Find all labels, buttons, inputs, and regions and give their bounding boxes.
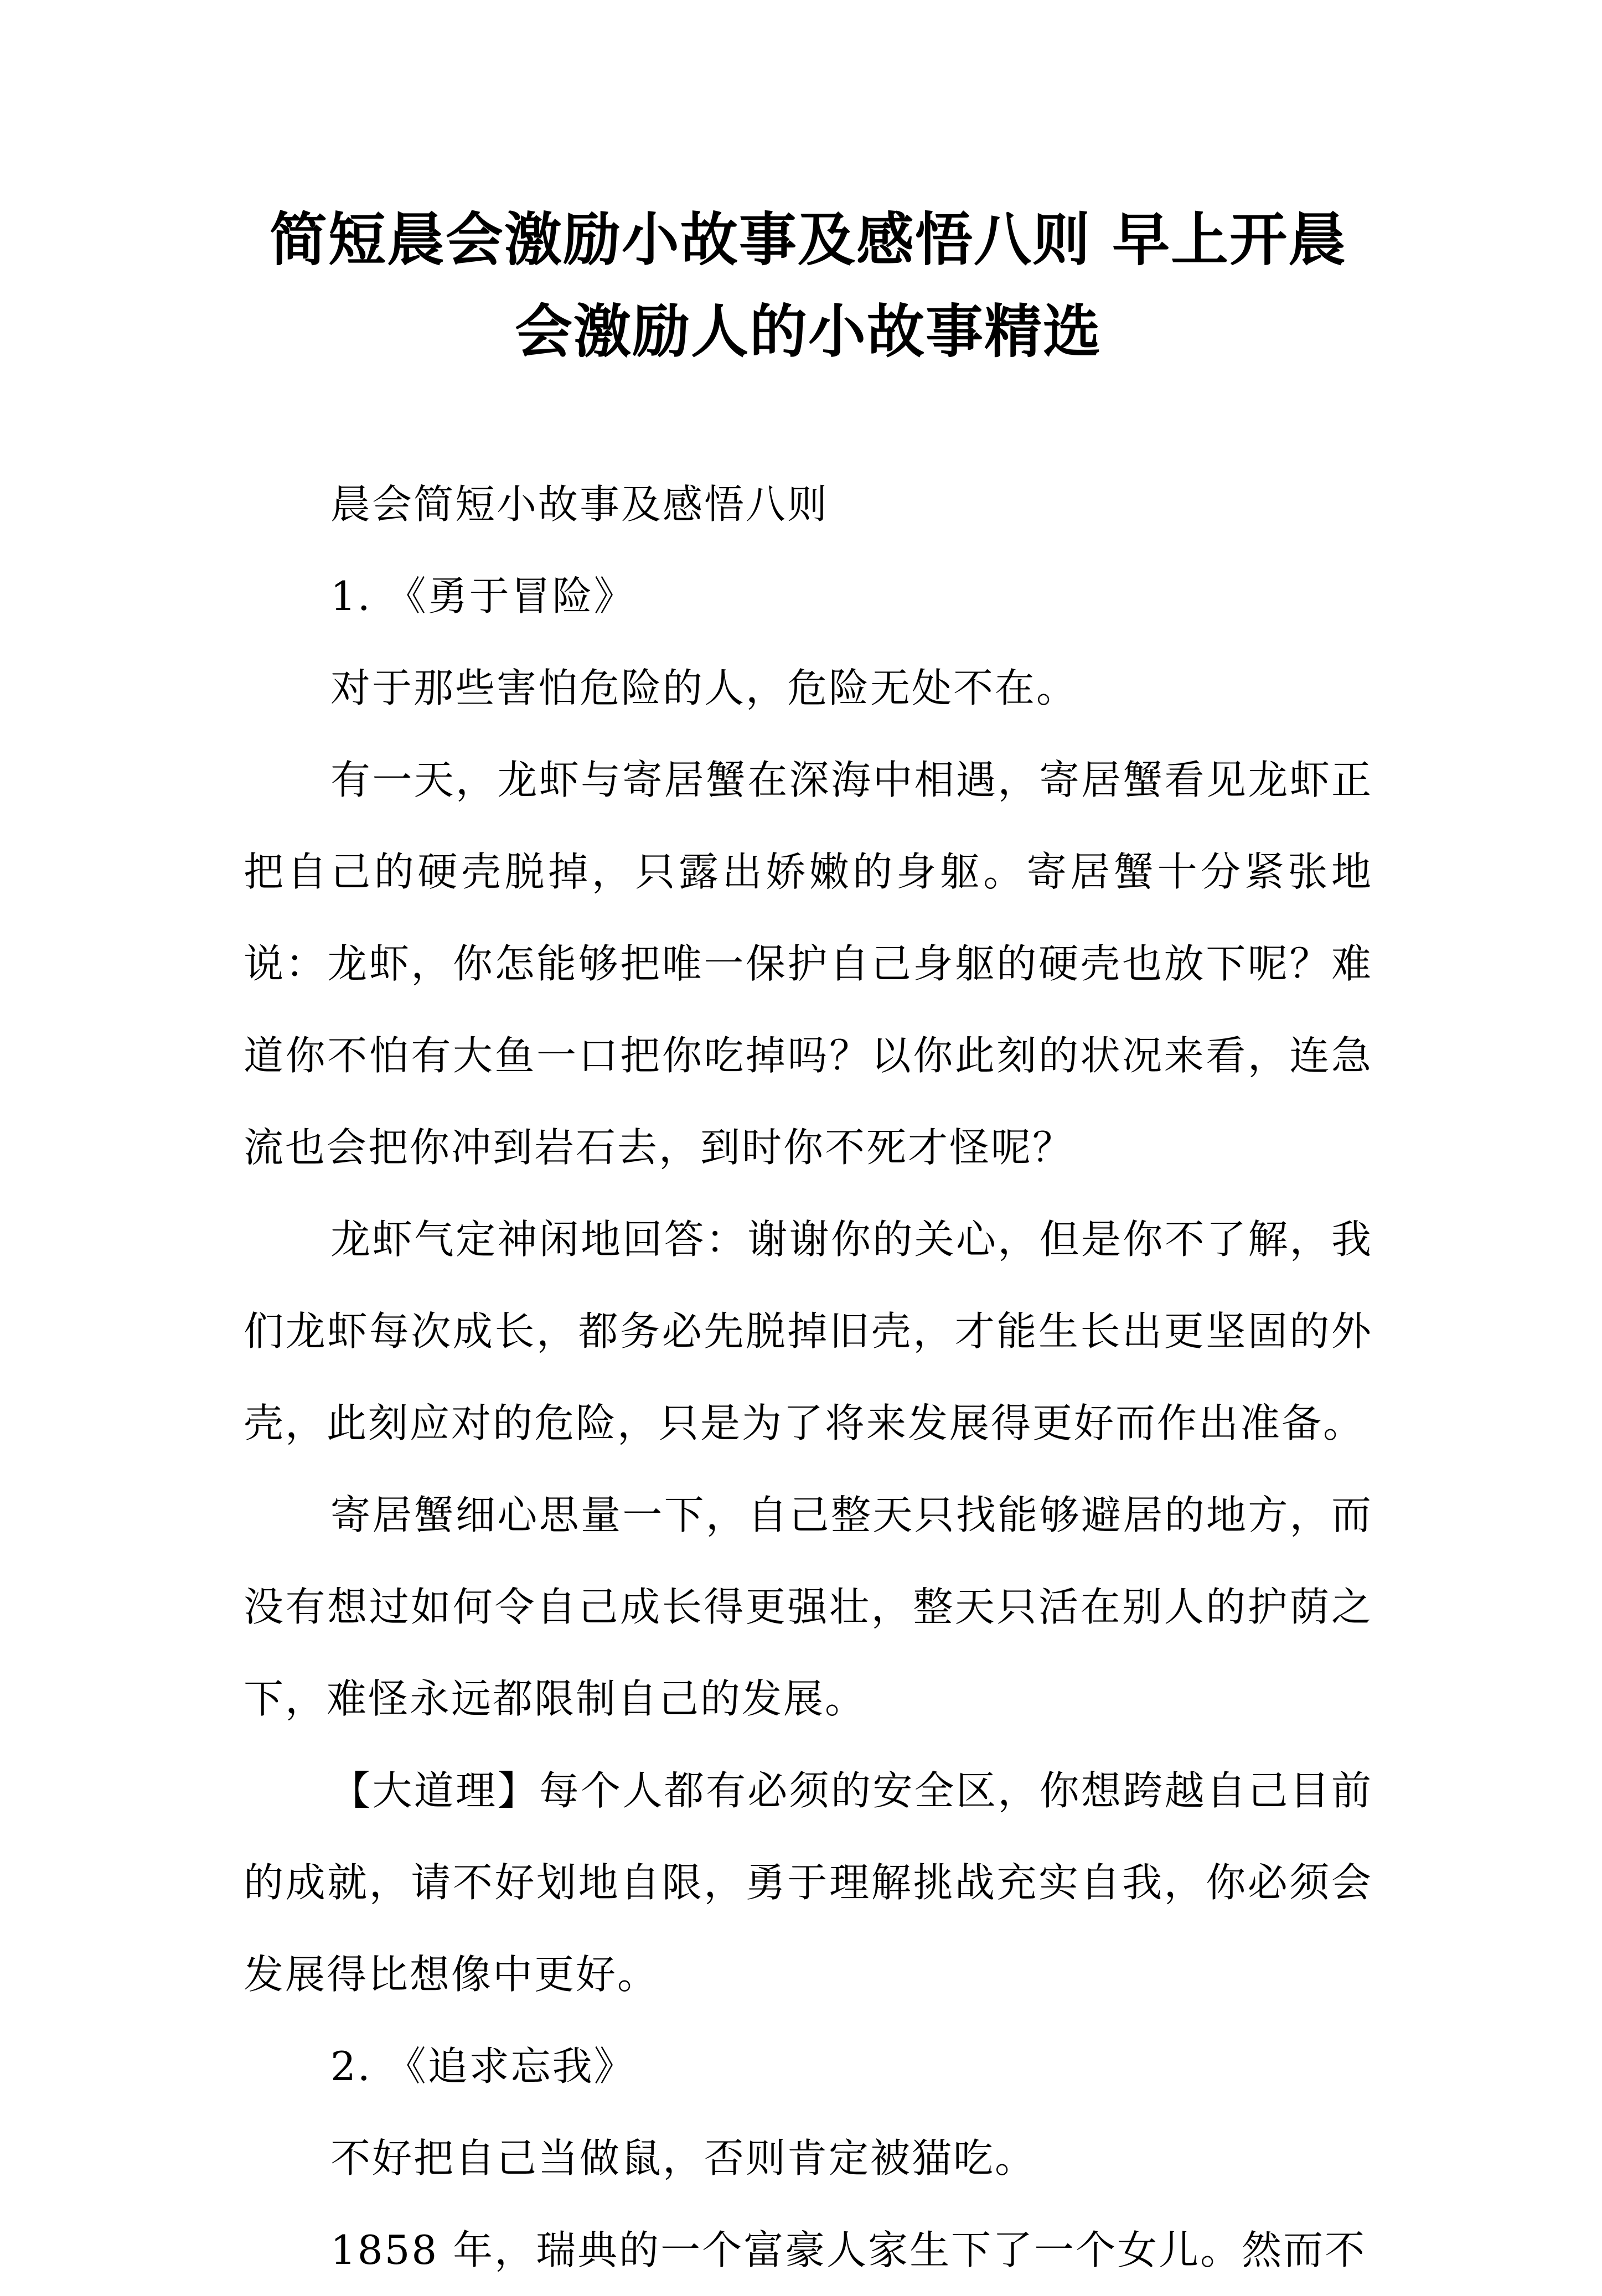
paragraph: 对于那些害怕危险的人，危险无处不在。	[330, 665, 1078, 711]
paragraph: 不好把自己当做鼠，否则肯定被猫吃。	[330, 2135, 1037, 2181]
document-body	[244, 458, 1373, 2296]
paragraph: 有一天，龙虾与寄居蟹在深海中相遇，寄居蟹看见龙虾正把自己的硬壳脱掉，只露出娇嫩的身躯。寄居蟹十分紧张地说：龙虾，你怎能够把唯一保护自己身躯的硬壳也放下呢？难道你不怕有大鱼一口把你吃掉吗？以你此刻的状况来看，连急流也会把你冲到岩石去，到时你不死才怪呢？	[244, 757, 1373, 1171]
story-heading-1: 1. 《勇于冒险》	[330, 573, 635, 619]
subtitle-paragraph: 晨会简短小故事及感悟八则	[330, 481, 829, 528]
paragraph: 龙虾气定神闲地回答：谢谢你的关心，但是你不了解，我们龙虾每次成长，都务必先脱掉旧壳，才能生长出更坚固的外壳，此刻应对的危险，只是为了将来发展得更好而作出准备。	[244, 1216, 1373, 1446]
title-line-1: 简短晨会激励小故事及感悟八则 早上开晨	[269, 205, 1347, 273]
moral-paragraph: 【大道理】每个人都有必须的安全区，你想跨越自己目前的成就，请不好划地自限，勇于理解挑战充实自我，你必须会发展得比想像中更好。	[244, 1767, 1373, 1998]
document-title	[244, 194, 1373, 378]
paragraph: 寄居蟹细心思量一下，自己整天只找能够避居的地方，而没有想过如何令自己成长得更强壮，整天只活在别人的护荫之下，难怪永远都限制自己的发展。	[244, 1492, 1373, 1722]
paragraph: 1858 年，瑞典的一个富豪人家生下了一个女儿。然而不	[330, 2227, 1367, 2273]
title-line-2: 会激励人的小故事精选	[514, 297, 1102, 365]
story-heading-2: 2. 《追求忘我》	[330, 2043, 635, 2090]
